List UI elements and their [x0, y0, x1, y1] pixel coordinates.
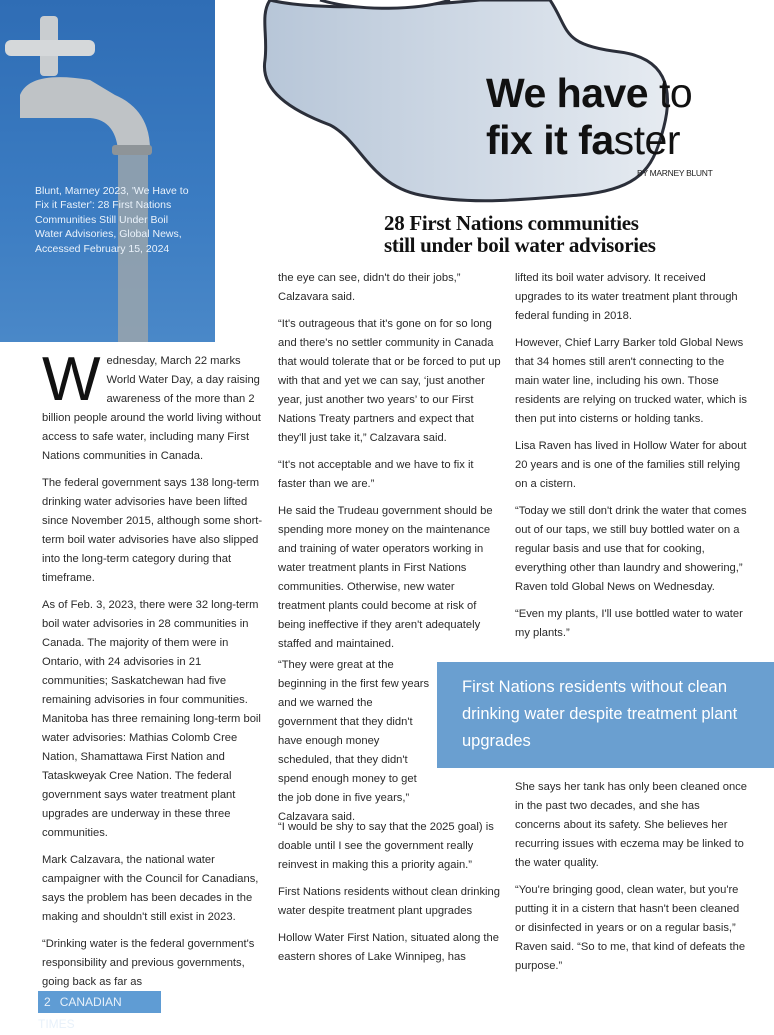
title-line-2-end: ster	[613, 117, 680, 163]
page-number: 2	[44, 995, 51, 1009]
faucet-photo	[0, 0, 215, 342]
title-line-2: fix it fa	[486, 117, 614, 163]
column-2-top	[278, 269, 504, 662]
paragraph-text: ednesday, March 22 marks World Water Day, a day raising awareness of the more than 2 billion people around the world living without access to safe water, including many First Nations communities in Canada.	[42, 355, 261, 462]
paragraph: He said the Trudeau government should be spending more money on the maintenance and training of water operators working in water treatment plants in First Nations communities. Otherwise, new water treatment plants could become at risk of being ineffective if they aren't adequately staffed and maintained.	[278, 505, 493, 650]
paragraph: The federal government says 138 long-term drinking water advisories have been lifted since November 2015, although some short-term boil water advisories have also slipped into the long-term category during that timeframe.	[42, 477, 263, 584]
article-title	[486, 70, 692, 164]
title-line-1: We have	[486, 70, 649, 116]
paragraph: First Nations residents without clean drinking water despite treatment plant upgrades	[278, 886, 500, 917]
drop-cap: W	[42, 345, 101, 414]
column-1	[42, 345, 268, 1000]
subtitle-line-1: 28 First Nations communities	[384, 211, 639, 235]
paragraph: Mark Calzavara, the national water campaigner with the Council for Canadians, says the problem has been decades in the making and shouldn't still exist in 2023.	[42, 854, 259, 923]
paragraph: Hollow Water First Nation, situated along the eastern shores of Lake Winnipeg, has	[278, 932, 499, 963]
paragraph: “I would be shy to say that the 2025 goal) is doable until I see the government really reinvest in making this a priority again.”	[278, 821, 494, 871]
title-line-1-end: to	[648, 70, 693, 116]
paragraph: lifted its boil water advisory. It received upgrades to its water treatment plant through federal funding in 2018.	[515, 272, 738, 322]
photo-caption: Blunt, Marney 2023, 'We Have to Fix it Faster': 28 First Nations Communities Still Under Boil Water Advisories, Global News, Accessed February 15, 2024	[35, 185, 189, 255]
paragraph	[42, 345, 268, 466]
subtitle-line-2: still under boil water advisories	[384, 233, 656, 257]
column-3-top	[515, 269, 747, 651]
paragraph: However, Chief Larry Barker told Global News that 34 homes still aren't connecting to the main water line, including his own. Those residents are relying on trucked water, which is then put into cisterns or holding tanks.	[515, 337, 747, 425]
paragraph: the eye can see, didn't do their jobs,” Calzavara said.	[278, 272, 461, 303]
paragraph: She says her tank has only been cleaned once in the past two decades, and she has concerns about its safety. She believes her recurring issues with eczema may be linked to the water quality.	[515, 781, 747, 869]
article-subtitle	[384, 212, 656, 256]
faucet-illustration	[0, 0, 215, 342]
byline: BY MARNEY BLUNT	[637, 168, 713, 178]
column-2-bottom	[278, 818, 504, 975]
paragraph: “It's not acceptable and we have to fix it faster than we are.”	[278, 459, 474, 490]
paragraph: “Today we still don't drink the water that comes out of our taps, we still buy bottled water on a regular basis and use that for cooking, everything other than laundry and showering,” Raven told Global News on Wednesday.	[515, 505, 747, 593]
column-3-bottom	[515, 778, 747, 984]
paragraph: As of Feb. 3, 2023, there were 32 long-term boil water advisories in 28 communities in Canada. The majority of them were in Ontario, with 24 advisories in 21 communities; Saskatchewan had five remaining advisories in four communities. Manitoba has three remaining long-term boil water advisories: Mathias Colomb Cree Nation, Shamattawa First Nation and Tataskweyak Cree Nation. The federal government says water treatment plant upgrades are underway in these three communities.	[42, 599, 261, 839]
column-2-narrow	[278, 656, 430, 835]
publication-name: CANADIAN TIMES	[38, 995, 122, 1031]
paragraph: “Even my plants, I'll use bottled water to water my plants.”	[515, 608, 743, 639]
paragraph: Lisa Raven has lived in Hollow Water for about 20 years and is one of the families still relying on a cistern.	[515, 440, 747, 490]
paragraph: “You're bringing good, clean water, but you're putting it in a cistern that hasn't been cleaned or disinfected in years or on a regular basis,” Raven said. “So to me, that kind of defeats the purpose.”	[515, 884, 746, 972]
paragraph: “They were great at the beginning in the first few years and we warned the government that they didn't have enough money scheduled, that they didn't spend enough money to get the job done in five years,” Calzavara said.	[278, 659, 430, 823]
pull-quote-text: First Nations residents without clean drinking water despite treatment plant upgrades	[462, 678, 738, 750]
page-footer	[38, 991, 161, 1031]
pull-quote-box	[437, 662, 774, 768]
paragraph: “Drinking water is the federal government's responsibility and previous governments, going back as far as	[42, 938, 255, 988]
paragraph: “It's outrageous that it's gone on for so long and there's no settler community in Canada that would tolerate that or be forced to put up with that and yet we can say, ‘just another year, just another two years’ to our First Nations Treaty partners and expect that they'll just take it,” Calzavara said.	[278, 318, 501, 444]
